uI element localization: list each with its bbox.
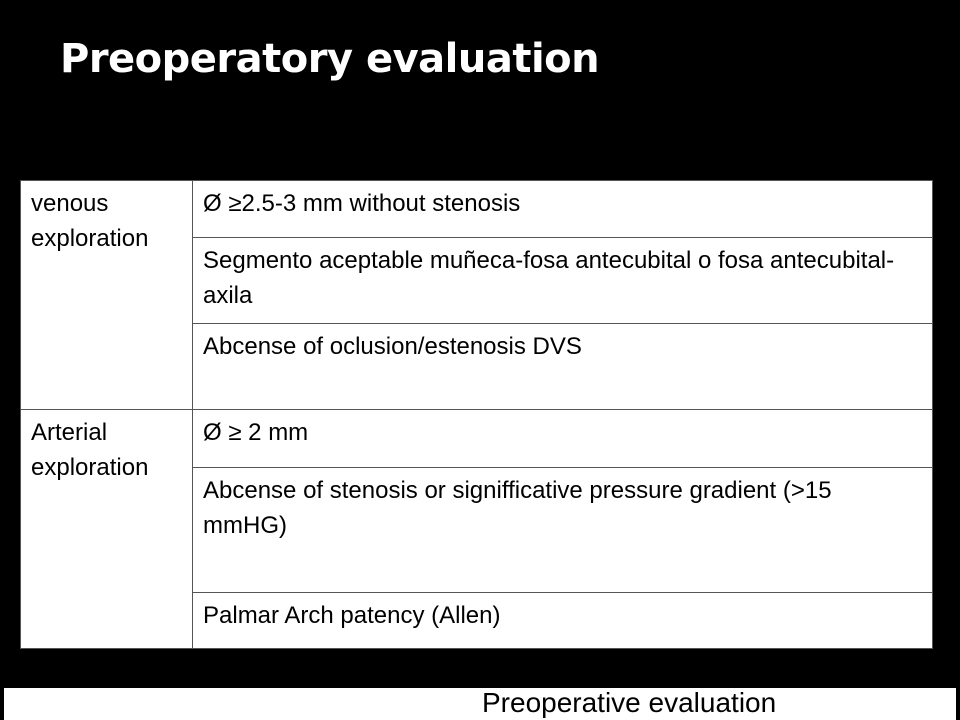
criterion-cell: Ø ≥2.5-3 mm without stenosis xyxy=(193,181,933,238)
criterion-cell: Palmar Arch patency (Allen) xyxy=(193,593,933,649)
footer-caption: Preoperative evaluation xyxy=(482,687,777,718)
page-title: Preoperatory evaluation xyxy=(60,36,600,82)
category-cell-venous: venous exploration xyxy=(21,181,193,410)
criterion-cell: Ø ≥ 2 mm xyxy=(193,410,933,468)
criterion-cell: Segmento aceptable muñeca-fosa antecubital o fosa antecubital-axila xyxy=(193,238,933,324)
table-row xyxy=(21,181,933,238)
table-row xyxy=(21,410,933,468)
footer-bar xyxy=(4,688,956,720)
criterion-cell: Abcense of stenosis or signifficative pressure gradient (>15 mmHG) xyxy=(193,468,933,593)
criterion-cell: Abcense of oclusion/estenosis DVS xyxy=(193,324,933,410)
criteria-table xyxy=(20,180,933,649)
category-cell-arterial: Arterial exploration xyxy=(21,410,193,649)
